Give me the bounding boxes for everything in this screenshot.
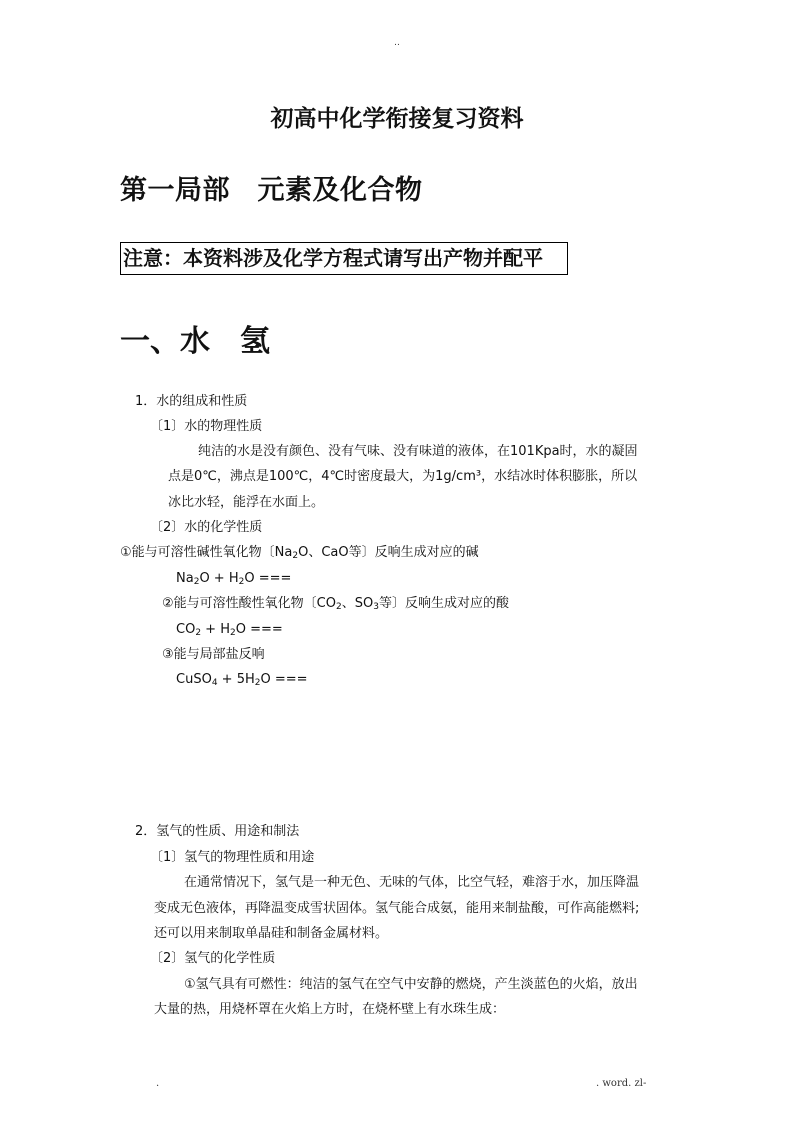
section-heading: 一、水 氢 xyxy=(120,324,270,359)
document-title: 初高中化学衔接复习资料 xyxy=(270,106,524,132)
s2-sub2: 〔2〕氢气的化学性质 xyxy=(150,951,276,966)
s2-heading: 2．氢气的性质、用途和制法 xyxy=(135,824,300,839)
s2-para2-line-2: 大量的热，用烧杯罩在火焰上方时，在烧杯壁上有水珠生成： xyxy=(154,1002,506,1017)
part-heading: 第一局部 元素及化合物 xyxy=(120,175,423,206)
s2-para1-line-3: 还可以用来制取单晶硅和制备金属材料。 xyxy=(154,926,389,941)
s1-para-line-3: 冰比水轻，能浮在水面上。 xyxy=(168,495,325,510)
equation-1: $Na_2O + H_2O$ === xyxy=(176,571,292,587)
equation-2: $CO_2 + H_2O$ === xyxy=(176,622,283,638)
s1-item-2: ②能与可溶性酸性氧化物〔$CO_2$、$SO_3$等〕反响生成对应的酸 xyxy=(162,596,509,612)
equation-3: CuSO$_4$ + $5H_2O$ === xyxy=(176,672,308,688)
s1-para-line-1: 纯洁的水是没有颜色、没有气味、没有味道的液体，在101Kpa时，水的凝固 xyxy=(198,444,638,459)
footer-right: . word. zl- xyxy=(596,1078,647,1089)
s2-sub1: 〔1〕氢气的物理性质和用途 xyxy=(150,850,315,865)
footer-left: . xyxy=(156,1078,160,1089)
s2-para1-line-2: 变成无色液体，再降温变成雪状固体。氢气能合成氨，能用来制盐酸，可作高能燃料; xyxy=(154,901,640,916)
s1-heading: 1．水的组成和性质 xyxy=(135,394,248,409)
s1-sub2: 〔2〕水的化学性质 xyxy=(150,520,263,535)
s1-para-line-2: 点是0℃，沸点是100℃，4℃时密度最大，为1g/cm³，水结冰时体积膨胀，所以 xyxy=(168,469,638,484)
notice-box: 注意：本资料涉及化学方程式请写出产物并配平 xyxy=(120,242,568,275)
s1-item-3: ③能与局部盐反响 xyxy=(162,647,265,662)
s2-para1-line-1: 在通常情况下，氢气是一种无色、无味的气体，比空气轻，难溶于水，加压降温 xyxy=(184,875,640,890)
s1-sub1: 〔1〕水的物理性质 xyxy=(150,419,263,434)
s1-item-1: ①能与可溶性碱性氧化物〔$Na_2O$、CaO等〕反响生成对应的碱 xyxy=(120,545,479,561)
s2-para2-line-1: ①氢气具有可燃性：纯洁的氢气在空气中安静的燃烧，产生淡蓝色的火焰，放出 xyxy=(184,977,638,992)
header-mark: .. xyxy=(394,38,400,48)
